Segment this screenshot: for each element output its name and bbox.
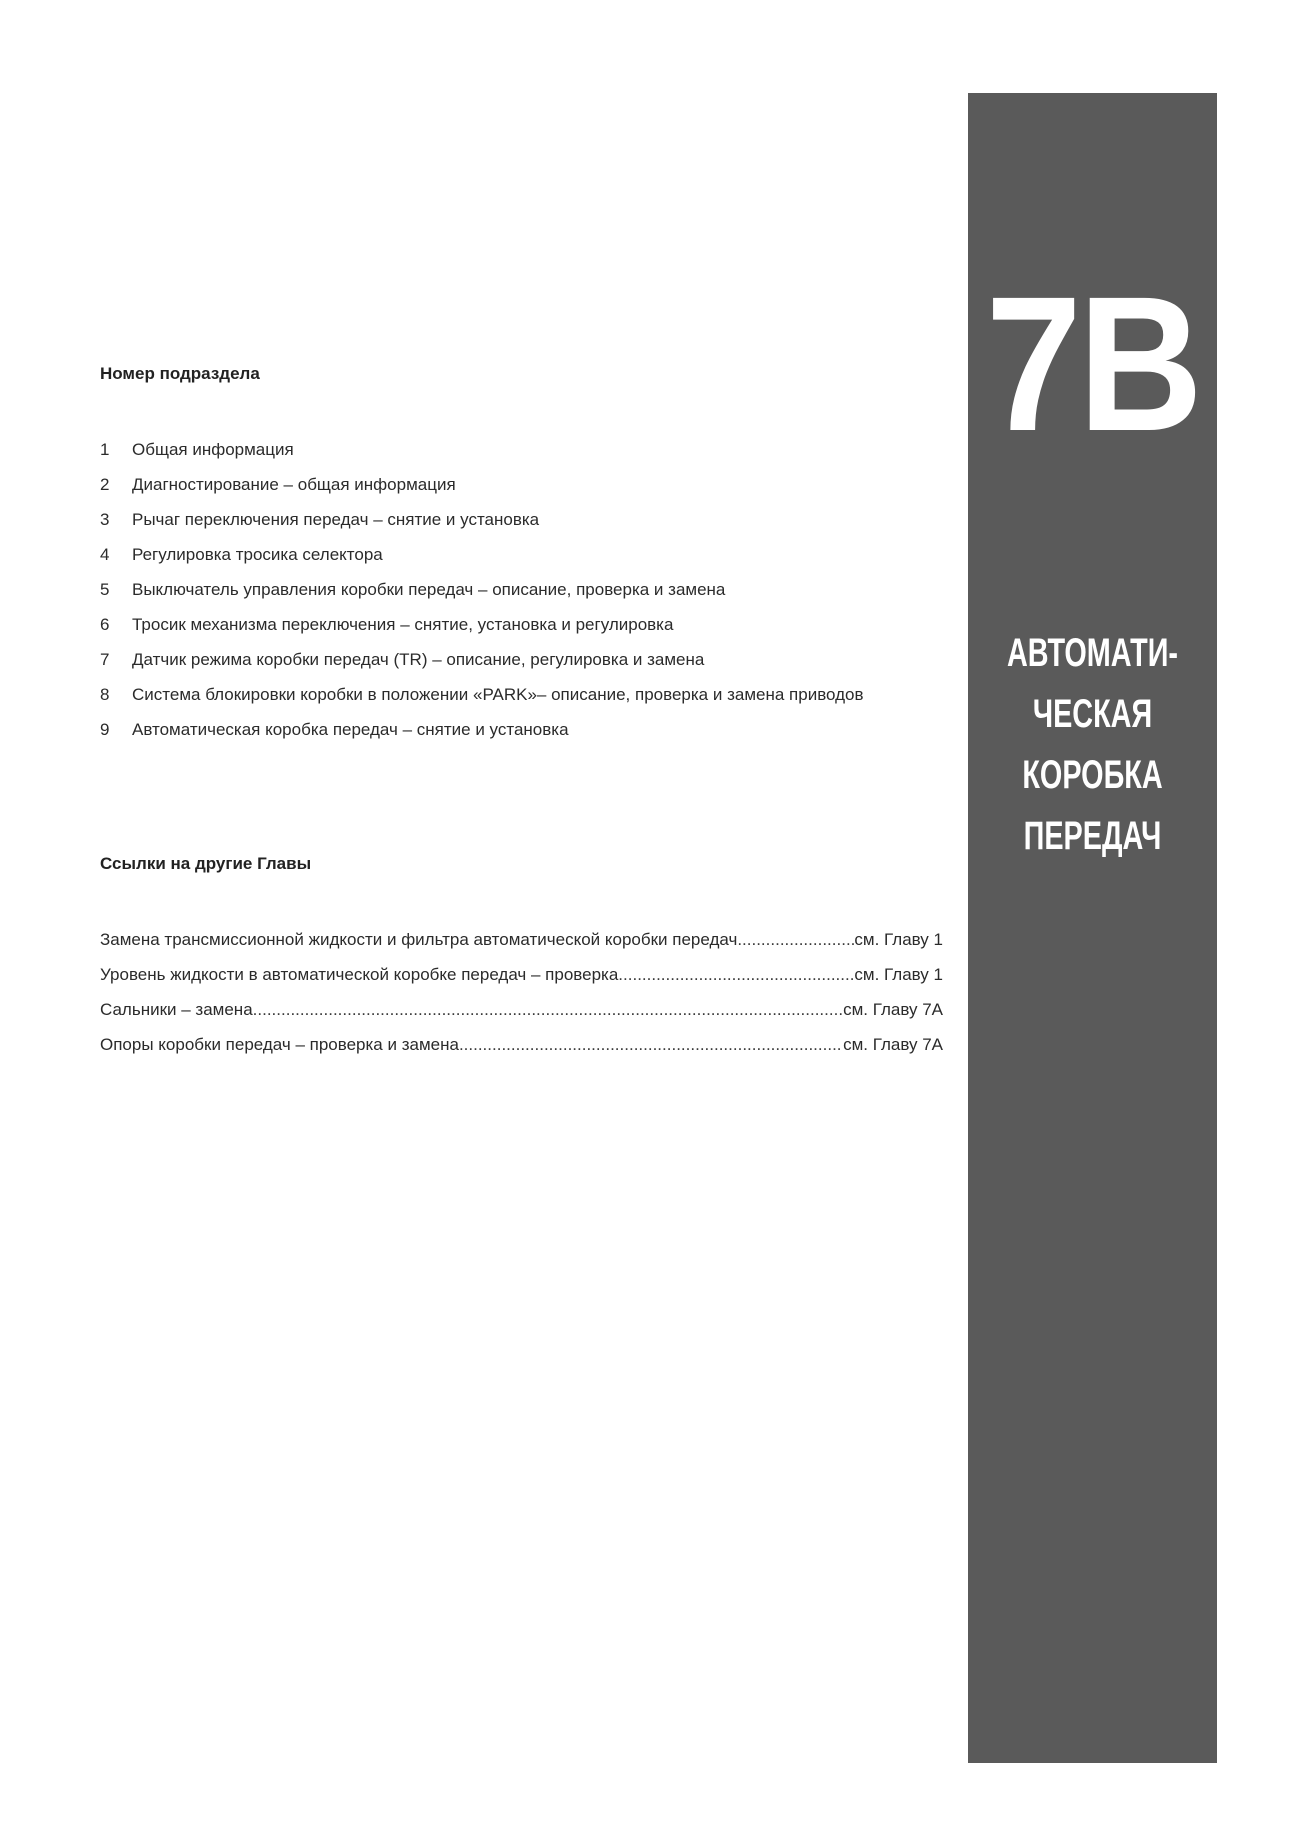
reference-target: см. Главу 7А: [843, 1035, 943, 1054]
subsection-number: 4: [100, 545, 110, 564]
reference-title: Сальники – замена: [100, 1000, 253, 1019]
dot-leader: [618, 957, 854, 992]
subsection-title: Регулировка тросика селектора: [132, 545, 383, 564]
subsection-item-1[interactable]: [100, 432, 950, 467]
reference-item-4[interactable]: [100, 1027, 943, 1062]
dot-leader: [253, 992, 843, 1027]
subsection-number: 9: [100, 720, 110, 739]
references-heading: Ссылки на другие Главы: [100, 854, 312, 873]
subsection-number: 2: [100, 475, 110, 494]
subsection-item-5[interactable]: [100, 572, 950, 607]
subsection-item-6[interactable]: [100, 607, 950, 642]
subsection-title: Общая информация: [132, 440, 294, 459]
subsection-title: Диагностирование – общая информация: [132, 475, 456, 494]
subsection-item-9[interactable]: [100, 712, 950, 747]
subsection-title: Тросик механизма переключения – снятие, установка и регулировка: [132, 615, 674, 634]
reference-title: Замена трансмиссионной жидкости и фильтра автоматической коробки передач: [100, 930, 738, 949]
reference-target: см. Главу 7А: [843, 1000, 943, 1019]
subsection-number: 5: [100, 580, 110, 599]
subsection-item-3[interactable]: [100, 502, 950, 537]
references-list: [100, 922, 943, 1062]
subsection-list: [100, 432, 950, 747]
reference-target: см. Главу 1: [854, 965, 943, 984]
subsection-number: 6: [100, 615, 110, 634]
chapter-title-line-2: ЧЕСКАЯ: [1032, 692, 1153, 736]
chapter-number: 7B: [985, 256, 1200, 471]
subsection-number: 7: [100, 650, 110, 669]
dot-leader: [459, 1027, 843, 1062]
subsection-number: 1: [100, 440, 110, 459]
subsection-title: Выключатель управления коробки передач – описание, проверка и замена: [132, 580, 726, 599]
subsection-item-7[interactable]: [100, 642, 950, 677]
subsection-title: Рычаг переключения передач – снятие и установка: [132, 510, 540, 529]
chapter-title-line-4: ПЕРЕДАЧ: [1023, 814, 1162, 858]
reference-item-1[interactable]: [100, 922, 943, 957]
subsection-item-8[interactable]: [100, 677, 950, 712]
chapter-title: [968, 623, 1217, 867]
chapter-title-line-3: КОРОБКА: [1022, 753, 1163, 797]
reference-title: Опоры коробки передач – проверка и замена: [100, 1035, 459, 1054]
reference-item-2[interactable]: [100, 957, 943, 992]
subsection-number: 3: [100, 510, 110, 529]
reference-title: Уровень жидкости в автоматической коробке передач – проверка: [100, 965, 619, 984]
chapter-title-line-1: АВТОМАТИ-: [1006, 631, 1179, 675]
dot-leader: [737, 922, 854, 957]
subsection-heading: Номер подраздела: [100, 364, 260, 383]
subsection-title: Система блокировки коробки в положении «PARK»– описание, проверка и замена приводов: [132, 685, 864, 704]
reference-target: см. Главу 1: [854, 930, 943, 949]
chapter-sidebar: [968, 93, 1217, 1763]
subsection-item-4[interactable]: [100, 537, 950, 572]
subsection-number: 8: [100, 685, 110, 704]
reference-item-3[interactable]: [100, 992, 943, 1027]
subsection-title: Датчик режима коробки передач (TR) – описание, регулировка и замена: [132, 650, 705, 669]
subsection-title: Автоматическая коробка передач – снятие и установка: [132, 720, 569, 739]
subsection-item-2[interactable]: [100, 467, 950, 502]
